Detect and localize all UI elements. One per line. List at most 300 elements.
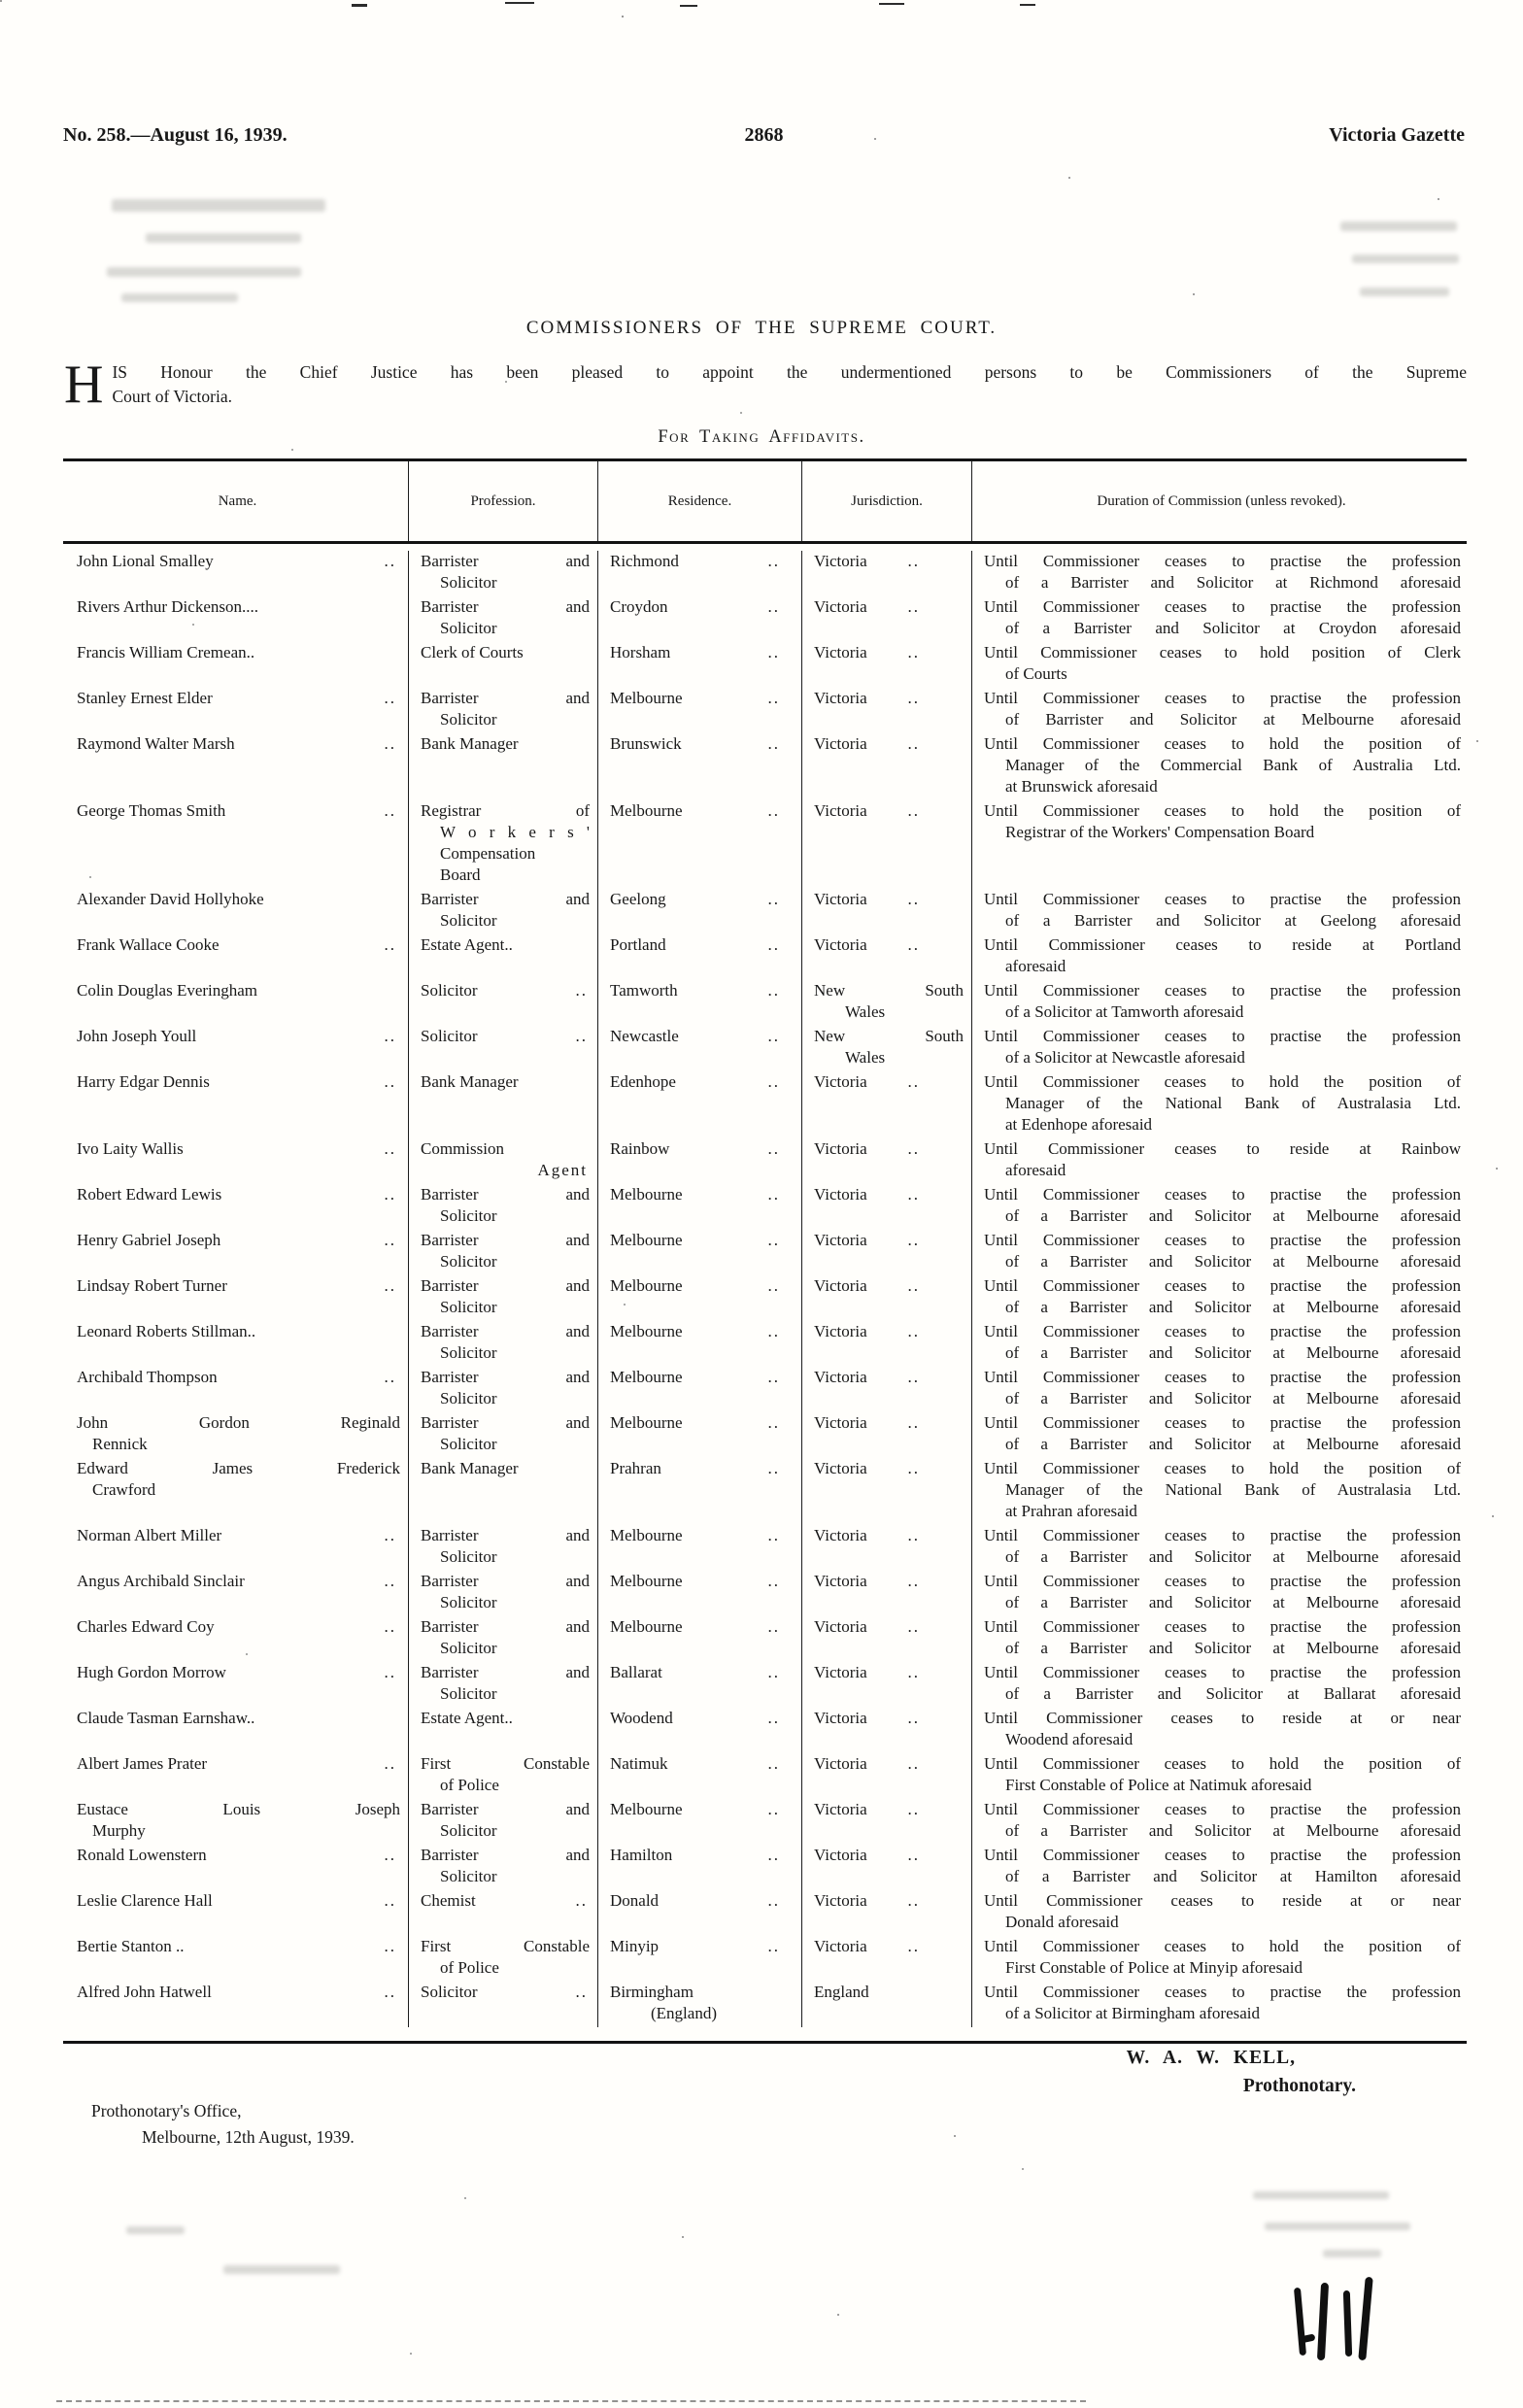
leader-dots: .. [907, 1459, 920, 1477]
cell-line [610, 1936, 794, 1957]
leader-dots: .. [384, 1572, 396, 1590]
leader-dots: .. [767, 1072, 780, 1091]
cell-text: Lindsay Robert Turner [77, 1276, 227, 1295]
cell-line: of a Solicitor at Birmingham aforesaid [1005, 2004, 1261, 2022]
cell-line: England [814, 1983, 869, 2001]
cell-profession [408, 980, 597, 1026]
cell-text: Leslie Clarence Hall [77, 1891, 213, 1910]
cell-text: Victoria [814, 1937, 867, 1955]
table-row [63, 1525, 1467, 1571]
cell-line: Barrister and [421, 1572, 590, 1590]
cell-text: Melbourne [610, 1413, 683, 1432]
cell-profession [408, 1367, 597, 1412]
cell-profession [408, 733, 597, 800]
cell-line: Solicitor [440, 1298, 497, 1316]
cell-name [63, 1275, 408, 1321]
cell-jurisdiction [801, 596, 971, 642]
cell-text: Solicitor [421, 1983, 478, 2001]
table-row [63, 889, 1467, 934]
cell-line: of a Barrister and Solicitor at Melbourne aforesaid [1005, 1206, 1461, 1225]
cell-line [77, 688, 400, 709]
cell-duration [971, 1753, 1467, 1799]
signatory-name: W. A. W. KELL, [1126, 2048, 1296, 2068]
leader-dots: .. [384, 935, 396, 954]
cell-jurisdiction [801, 800, 971, 889]
cell-line: Solicitor [440, 619, 497, 637]
cell-line [77, 1936, 400, 1957]
cell-residence [597, 1321, 801, 1367]
leader-dots: .. [575, 1983, 588, 2001]
cell-text: Chemist [421, 1891, 476, 1910]
cell-line [77, 1845, 400, 1866]
cell-line: Barrister and [421, 689, 590, 707]
leader-dots: .. [907, 1709, 920, 1727]
cell-name [63, 1525, 408, 1571]
cell-duration [971, 733, 1467, 800]
leader-dots: .. [907, 1072, 920, 1091]
leader-dots: .. [384, 552, 396, 570]
cell-line [610, 889, 794, 910]
cell-text: Melbourne [610, 1368, 683, 1386]
cell-line: Until Commissioner ceases to practise the profession [984, 1027, 1461, 1045]
cell-duration [971, 1321, 1467, 1367]
cell-name [63, 642, 408, 688]
cell-line: Murphy [92, 1821, 146, 1840]
cell-text: Melbourne [610, 1231, 683, 1249]
leader-dots: .. [907, 1322, 920, 1340]
cell-text: Victoria [814, 1663, 867, 1681]
cell-line: Rivers Arthur Dickenson.... [77, 597, 258, 616]
cell-line [814, 934, 964, 956]
cell-name [63, 1662, 408, 1708]
leader-dots: .. [907, 1231, 920, 1249]
cell-line [610, 1571, 794, 1592]
cell-text: Victoria [814, 1231, 867, 1249]
cell-line [77, 934, 400, 956]
cell-text: Tamworth [610, 981, 678, 1000]
cell-line: Francis William Cremean.. [77, 643, 255, 661]
cell-line [610, 1184, 794, 1205]
cell-text: Prahran [610, 1459, 661, 1477]
cell-line [610, 1799, 794, 1820]
leader-dots: .. [767, 1846, 780, 1864]
cell-line: Estate Agent.. [421, 935, 513, 954]
cell-line [610, 1708, 794, 1729]
cell-line [610, 1321, 794, 1342]
cell-line [814, 733, 964, 755]
table-row [63, 1367, 1467, 1412]
cell-line: Barrister and [421, 1800, 590, 1818]
cell-line: Alexander David Hollyhoke [77, 890, 264, 908]
cell-text: Victoria [814, 801, 867, 820]
cell-duration [971, 1138, 1467, 1184]
cell-line: aforesaid [1005, 1161, 1066, 1179]
intro-line-1: IS Honour the Chief Justice has been pleased to appoint the undermentioned persons to be Commissioners of the Supreme [112, 362, 1467, 382]
cell-text: Victoria [814, 1754, 867, 1773]
intro-paragraph [64, 355, 1467, 415]
cell-duration [971, 1799, 1467, 1845]
cell-line [77, 1571, 400, 1592]
cell-name [63, 1367, 408, 1412]
cell-line: Solicitor [440, 1206, 497, 1225]
cell-text: Ronald Lowenstern [77, 1846, 207, 1864]
cell-jurisdiction [801, 980, 971, 1026]
cell-profession [408, 1071, 597, 1138]
cell-line: Bank Manager [421, 1459, 519, 1477]
cell-line [610, 1890, 794, 1912]
cell-text: Melbourne [610, 1572, 683, 1590]
cell-line: Barrister and [421, 1276, 590, 1295]
cell-line [77, 551, 400, 572]
cell-line: Commission [421, 1139, 504, 1158]
cell-line: at Brunswick aforesaid [1005, 777, 1158, 796]
cell-line: Board [440, 865, 481, 884]
cell-name [63, 1071, 408, 1138]
leader-dots: .. [907, 1617, 920, 1636]
cell-duration [971, 596, 1467, 642]
table-row [63, 1936, 1467, 1982]
cell-line: Until Commissioner ceases to hold position of Clerk [984, 643, 1461, 661]
cell-text: Victoria [814, 1572, 867, 1590]
cell-line: of a Barrister and Solicitor at Melbourne aforesaid [1005, 1593, 1461, 1611]
cell-line: of a Barrister and Solicitor at Hamilton aforesaid [1005, 1867, 1461, 1885]
cell-text: Frank Wallace Cooke [77, 935, 220, 954]
cell-line [77, 1184, 400, 1205]
col-header-residence [597, 461, 801, 541]
cell-name [63, 1890, 408, 1936]
cell-line [421, 1026, 590, 1047]
cell-line [610, 934, 794, 956]
office-block [91, 2098, 355, 2151]
cell-jurisdiction [801, 1071, 971, 1138]
table-row [63, 551, 1467, 596]
cell-duration [971, 1071, 1467, 1138]
cell-line: Woodend aforesaid [1005, 1730, 1134, 1748]
table-row [63, 1845, 1467, 1890]
cell-line: Solicitor [440, 911, 497, 930]
leader-dots: .. [907, 552, 920, 570]
cell-line [610, 733, 794, 755]
leader-dots: .. [384, 1846, 396, 1864]
cell-line [814, 1662, 964, 1683]
cell-name [63, 1026, 408, 1071]
table-row [63, 1138, 1467, 1184]
leader-dots: .. [767, 1027, 780, 1045]
cell-line [610, 551, 794, 572]
table-row [63, 1458, 1467, 1525]
cell-name [63, 1321, 408, 1367]
cell-line: of a Barrister and Solicitor at Melbourne aforesaid [1005, 1298, 1461, 1316]
cell-line: Bank Manager [421, 1072, 519, 1091]
leader-dots: .. [767, 643, 780, 661]
cell-profession [408, 1753, 597, 1799]
cell-name [63, 1571, 408, 1616]
cell-line [814, 1275, 964, 1297]
cell-jurisdiction [801, 934, 971, 980]
cell-line: of a Solicitor at Newcastle aforesaid [1005, 1048, 1245, 1067]
table-row [63, 1230, 1467, 1275]
cell-name [63, 1753, 408, 1799]
cell-text: Victoria [814, 1276, 867, 1295]
cell-text: Victoria [814, 597, 867, 616]
scan-smudge [1352, 254, 1459, 263]
cell-name [63, 1982, 408, 2027]
cell-line [77, 1525, 400, 1546]
cell-line: Until Commissioner ceases to hold the position of [984, 1459, 1461, 1477]
leader-dots: .. [907, 1276, 920, 1295]
cell-line: Until Commissioner ceases to practise the profession [984, 1276, 1461, 1295]
cell-profession [408, 1458, 597, 1525]
cell-jurisdiction [801, 1982, 971, 2027]
cell-duration [971, 688, 1467, 733]
cell-line [814, 1458, 964, 1479]
cell-line [610, 1367, 794, 1388]
cell-jurisdiction [801, 1138, 971, 1184]
cell-line: Until Commissioner ceases to practise the profession [984, 1368, 1461, 1386]
leader-dots: .. [907, 1413, 920, 1432]
cell-profession [408, 1571, 597, 1616]
leader-dots: .. [767, 1459, 780, 1477]
leader-dots: .. [767, 890, 780, 908]
cell-residence [597, 1367, 801, 1412]
cell-line: Until Commissioner ceases to hold the position of [984, 1072, 1461, 1091]
cell-profession [408, 1275, 597, 1321]
cell-jurisdiction [801, 889, 971, 934]
leader-dots: .. [384, 1663, 396, 1681]
cell-line: Until Commissioner ceases to hold the position of [984, 734, 1461, 753]
leader-dots: .. [384, 1526, 396, 1544]
leader-dots: .. [767, 1185, 780, 1204]
cell-line [610, 800, 794, 822]
table-row [63, 1071, 1467, 1138]
leader-dots: .. [767, 935, 780, 954]
cell-name [63, 889, 408, 934]
leader-dots: .. [384, 734, 396, 753]
cell-line [814, 1845, 964, 1866]
cell-line: Barrister and [421, 1846, 590, 1864]
cell-line: Solicitor [440, 1435, 497, 1453]
col-header-jurisdiction [801, 461, 971, 541]
cell-line: Bank Manager [421, 734, 519, 753]
cell-residence [597, 642, 801, 688]
leader-dots: .. [767, 1139, 780, 1158]
cell-line [610, 980, 794, 1001]
commissioners-table [63, 458, 1467, 2044]
leader-dots: .. [767, 1572, 780, 1590]
cell-residence [597, 1936, 801, 1982]
cell-residence [597, 596, 801, 642]
cell-jurisdiction [801, 1321, 971, 1367]
cell-line: of a Barrister and Solicitor at Melbourne aforesaid [1005, 1639, 1461, 1657]
cell-duration [971, 1708, 1467, 1753]
scan-mark [505, 2, 534, 4]
leader-dots: .. [767, 1800, 780, 1818]
cell-text: Ivo Laity Wallis [77, 1139, 184, 1158]
cell-line: Rennick [92, 1435, 148, 1453]
cell-text: Hamilton [610, 1846, 673, 1864]
cell-residence [597, 1708, 801, 1753]
cell-profession [408, 688, 597, 733]
cell-text: Harry Edgar Dennis [77, 1072, 210, 1091]
leader-dots: .. [767, 1368, 780, 1386]
cell-duration [971, 1525, 1467, 1571]
leader-dots: .. [767, 1231, 780, 1249]
table-row [63, 1275, 1467, 1321]
table-row [63, 1890, 1467, 1936]
cell-text: Stanley Ernest Elder [77, 689, 213, 707]
table-row [63, 1616, 1467, 1662]
office-name: Prothonotary's Office, [91, 2101, 242, 2120]
leader-dots: .. [767, 1322, 780, 1340]
cell-text: Newcastle [610, 1027, 679, 1045]
cell-jurisdiction [801, 1845, 971, 1890]
cell-text: Victoria [814, 734, 867, 753]
table-row [63, 733, 1467, 800]
cell-name [63, 596, 408, 642]
cell-line: Solicitor [440, 1639, 497, 1657]
cell-text: Raymond Walter Marsh [77, 734, 235, 753]
cell-text: Horsham [610, 643, 671, 661]
cell-profession [408, 1412, 597, 1458]
cell-line: Barrister and [421, 1617, 590, 1636]
cell-duration [971, 1982, 1467, 2027]
cell-duration [971, 1571, 1467, 1616]
cell-line: Until Commissioner ceases to practise the profession [984, 689, 1461, 707]
scan-speckle [0, 0, 2, 2]
cell-duration [971, 980, 1467, 1026]
cell-profession [408, 1616, 597, 1662]
cell-line: Eustace Louis Joseph [77, 1800, 400, 1818]
table-row [63, 1982, 1467, 2027]
leader-dots: .. [384, 1072, 396, 1091]
cell-jurisdiction [801, 1026, 971, 1071]
cell-residence [597, 1458, 801, 1525]
cell-duration [971, 1367, 1467, 1412]
cell-jurisdiction [801, 1890, 971, 1936]
cell-line: Solicitor [440, 710, 497, 729]
office-date: Melbourne, 12th August, 1939. [142, 2127, 355, 2147]
cell-line [814, 1230, 964, 1251]
cell-line: of a Barrister and Solicitor at Richmond aforesaid [1005, 573, 1461, 592]
leader-dots: .. [907, 1139, 920, 1158]
cell-residence [597, 800, 801, 889]
cell-line: at Edenhope aforesaid [1005, 1115, 1153, 1134]
cell-line [814, 1138, 964, 1160]
cell-line [77, 1071, 400, 1093]
cell-text: Victoria [814, 1322, 867, 1340]
cell-text: Victoria [814, 935, 867, 954]
cell-line [814, 1571, 964, 1592]
cell-line [610, 1616, 794, 1638]
cell-profession [408, 1708, 597, 1753]
running-head [63, 124, 1465, 153]
cell-text: Edenhope [610, 1072, 676, 1091]
cell-line: Edward James Frederick [77, 1459, 400, 1477]
scan-mark [1020, 4, 1035, 6]
leader-dots: .. [907, 597, 920, 616]
table-row [63, 1708, 1467, 1753]
table-row [63, 688, 1467, 733]
scan-smudge [223, 2265, 340, 2274]
cell-text: Victoria [814, 689, 867, 707]
cell-name [63, 1708, 408, 1753]
cell-jurisdiction [801, 1230, 971, 1275]
leader-dots: .. [767, 1413, 780, 1432]
cell-profession [408, 1890, 597, 1936]
scan-smudge [121, 293, 238, 302]
cell-line: Until Commissioner ceases to reside at or near [984, 1891, 1461, 1910]
cell-line: of a Barrister and Solicitor at Melbourne aforesaid [1005, 1252, 1461, 1271]
notice-title: COMMISSIONERS OF THE SUPREME COURT. [525, 318, 998, 338]
cell-line: First Constable [421, 1754, 590, 1773]
cell-duration [971, 1458, 1467, 1525]
cell-line: Estate Agent.. [421, 1709, 513, 1727]
leader-dots: .. [384, 689, 396, 707]
cell-line: Until Commissioner ceases to practise the profession [984, 981, 1461, 1000]
cell-residence [597, 1753, 801, 1799]
cell-residence [597, 980, 801, 1026]
cell-line: of Police [440, 1776, 499, 1794]
leader-dots: .. [907, 1754, 920, 1773]
leader-dots: .. [384, 1276, 396, 1295]
leader-dots: .. [767, 1754, 780, 1773]
cell-text: Albert James Prater [77, 1754, 208, 1773]
cell-profession [408, 934, 597, 980]
cell-line: Barrister and [421, 1526, 590, 1544]
cell-text: Hugh Gordon Morrow [77, 1663, 226, 1681]
cell-name [63, 1412, 408, 1458]
scan-smudge [107, 267, 301, 277]
cell-line: of a Solicitor at Tamworth aforesaid [1005, 1002, 1244, 1021]
cell-profession [408, 1662, 597, 1708]
cell-line: Manager of the National Bank of Australasia Ltd. [1005, 1480, 1461, 1499]
cell-profession [408, 596, 597, 642]
cell-jurisdiction [801, 1662, 971, 1708]
leader-dots: .. [384, 1368, 396, 1386]
leader-dots: .. [384, 1983, 396, 2001]
cell-line: Solicitor [440, 1684, 497, 1703]
cell-duration [971, 1845, 1467, 1890]
cell-line: Crawford [92, 1480, 156, 1499]
leader-dots: .. [384, 1937, 396, 1955]
leader-dots: .. [767, 552, 780, 570]
cell-line: Until Commissioner ceases to reside at Portland [984, 935, 1461, 954]
cell-text: Victoria [814, 1185, 867, 1204]
cell-line [814, 688, 964, 709]
cell-line: of a Barrister and Solicitor at Croydon aforesaid [1005, 619, 1461, 637]
table-header-row [63, 458, 1467, 544]
cell-residence [597, 688, 801, 733]
cell-jurisdiction [801, 1367, 971, 1412]
cell-duration [971, 889, 1467, 934]
cell-text: Victoria [814, 1459, 867, 1477]
cell-text: John Joseph Youll [77, 1027, 197, 1045]
leader-dots: .. [384, 1139, 396, 1158]
cell-name [63, 980, 408, 1026]
cell-line: Barrister and [421, 1368, 590, 1386]
leader-dots: .. [907, 1526, 920, 1544]
cell-line: of a Barrister and Solicitor at Melbourne aforesaid [1005, 1343, 1461, 1362]
cell-text: Melbourne [610, 1526, 683, 1544]
leader-dots: .. [767, 1937, 780, 1955]
cell-line [610, 596, 794, 618]
cell-jurisdiction [801, 1708, 971, 1753]
leader-dots: .. [767, 1526, 780, 1544]
cell-line: Leonard Roberts Stillman.. [77, 1322, 256, 1340]
cell-line [814, 889, 964, 910]
cell-line: Solicitor [440, 1867, 497, 1885]
cell-line: of a Barrister and Solicitor at Melbourne aforesaid [1005, 1435, 1461, 1453]
